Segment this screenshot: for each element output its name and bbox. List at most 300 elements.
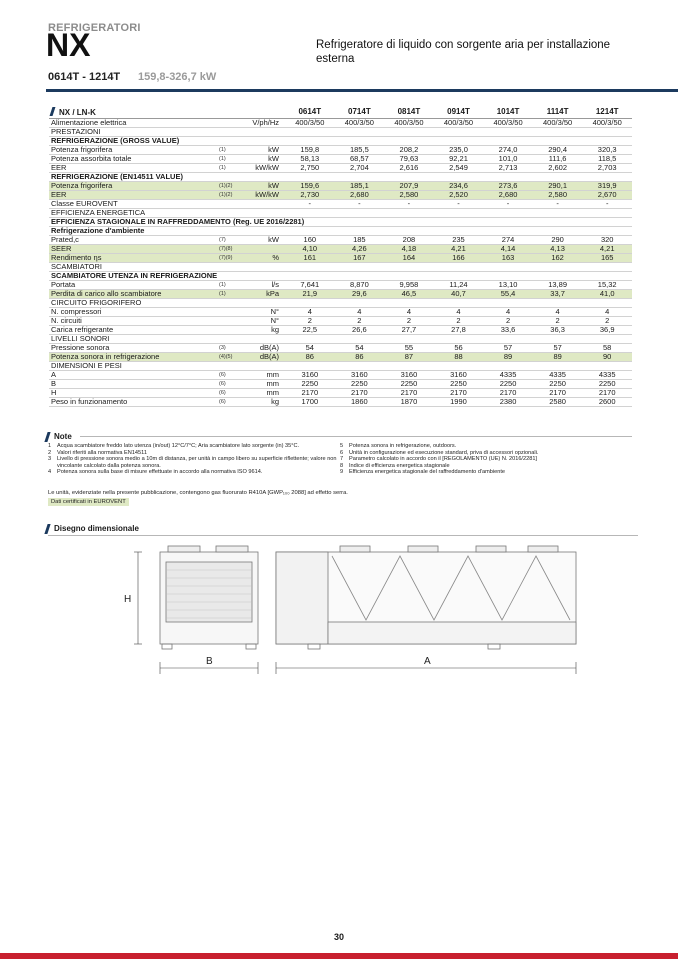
row-label: Perdita di carico allo scambiatore [49,289,219,298]
cell-value: 2170 [582,388,632,397]
cell-value: 4 [285,307,335,316]
row-note-ref: (6) [219,388,245,397]
table-row [49,370,632,379]
cell-value: 160 [285,235,335,244]
cell-value: 2170 [285,388,335,397]
note-number: 3 [48,456,52,463]
cell-value: - [582,199,632,208]
table-row [49,280,632,289]
row-unit [245,244,285,253]
model-column-header: 1214T [582,107,632,118]
row-note-ref: (7)(9) [219,253,245,262]
cell-value: 2580 [533,397,583,406]
table-title-marker [50,107,56,116]
notes-rule [80,436,632,437]
table-row [49,388,632,397]
cell-value: 235 [434,235,484,244]
row-unit: mm [245,379,285,388]
cell-value: 4,18 [384,244,434,253]
row-label: Portata [49,280,219,289]
notes-right-column [340,443,632,476]
label-h: H [124,594,132,605]
cell-value: - [285,199,335,208]
model-column-header: 0614T [285,107,335,118]
label-a: A [424,656,431,667]
cell-value: 2,750 [285,163,335,172]
cell-value: 2170 [335,388,385,397]
subsection-label: SCAMBIATORE UTENZA IN REFRIGERAZIONE [49,271,632,280]
cell-value: 3160 [285,370,335,379]
row-label: Carica refrigerante [49,325,219,334]
row-label: Classe EUROVENT [49,199,219,208]
row-unit: % [245,253,285,262]
note-number: 2 [48,449,52,456]
bottom-color-bar [0,953,678,959]
category-label: REFRIGERATORI [48,22,141,34]
note-text: Livello di pressione sonora medio a 10m di distanza, per unità in campo libero su superficie riflettente; valore non vincolante calcolato dalla potenza sonora. [57,456,337,469]
cell-value: 4335 [582,370,632,379]
row-unit: kW [245,145,285,154]
cell-value: 400/3/50 [483,118,533,127]
dimensional-drawing [108,540,588,680]
cell-value: 2,520 [434,190,484,199]
row-unit: kW/kW [245,190,285,199]
section-row [49,262,632,271]
cell-value: 274,0 [483,145,533,154]
drawing-title: Disegno dimensionale [54,524,139,533]
row-note-ref [219,199,245,208]
cell-value: 22,5 [285,325,335,334]
table-row [49,235,632,244]
row-label: Pressione sonora [49,343,219,352]
cell-value: 2,670 [582,190,632,199]
cell-value: 4,14 [483,244,533,253]
cell-value: 29,6 [335,289,385,298]
cell-value: 68,57 [335,154,385,163]
cell-value: 400/3/50 [285,118,335,127]
row-unit [245,199,285,208]
cell-value: 2 [483,316,533,325]
cell-value: 185,5 [335,145,385,154]
row-label: EER [49,163,219,172]
cell-value: 2380 [483,397,533,406]
cell-value: 3160 [434,370,484,379]
cell-value: 90 [582,352,632,361]
cell-value: 57 [533,343,583,352]
row-note-ref: (6) [219,397,245,406]
product-description: Refrigeratore di liquido con sorgente aria per installazione esterna [316,39,611,65]
cell-value: 208,2 [384,145,434,154]
cell-value: 2600 [582,397,632,406]
cell-value: 7,641 [285,280,335,289]
section-label: PRESTAZIONI [49,127,632,136]
drawing-heading [46,522,346,535]
table-row [49,316,632,325]
cell-value: 159,6 [285,181,335,190]
row-note-ref: (7)(8) [219,244,245,253]
cell-value: 2,616 [384,163,434,172]
note-number: 6 [340,449,344,456]
section-row [49,361,632,370]
model-column-header: 0914T [434,107,484,118]
model-column-header: 0814T [384,107,434,118]
cell-value: 2,704 [335,163,385,172]
heading-marker [44,432,50,442]
cell-value: 9,958 [384,280,434,289]
cell-value: 208 [384,235,434,244]
cell-value: 3160 [384,370,434,379]
note-number: 4 [48,469,52,476]
cell-value: 290,1 [533,181,583,190]
cell-value: 4,13 [533,244,583,253]
cell-value: 4,21 [434,244,484,253]
cell-value: 273,6 [483,181,533,190]
table-row [49,244,632,253]
table-header-row [49,107,632,118]
cell-value: 2,602 [533,163,583,172]
row-note-ref: (1) [219,280,245,289]
row-unit: dB(A) [245,352,285,361]
table-row [49,199,632,208]
row-unit: kg [245,325,285,334]
cell-value: 320 [582,235,632,244]
row-unit: N° [245,307,285,316]
row-unit: V/ph/Hz [245,118,285,127]
subsection-label: EFFICIENZA STAGIONALE IN RAFFREDDAMENTO (Reg. UE 2016/2281) [49,217,632,226]
row-note-ref: (3) [219,343,245,352]
row-note-ref: (7) [219,235,245,244]
table-row [49,379,632,388]
row-label: B [49,379,219,388]
row-unit: kW [245,154,285,163]
section-label: LIVELLI SONORI [49,334,632,343]
note-item [340,463,632,470]
row-note-ref: (4)(5) [219,352,245,361]
cell-value: 4 [384,307,434,316]
row-note-ref: (1)(2) [219,181,245,190]
note-text: Acqua scambiatore freddo lato utenza (in/out) 12°C/7°C; Aria scambiatore lato sorgente (in) 35°C. [57,443,300,449]
heading-marker [44,524,50,534]
note-number: 7 [340,456,344,463]
cell-value: 4335 [533,370,583,379]
row-unit: kW/kW [245,163,285,172]
cell-value: 89 [483,352,533,361]
cell-value: 4,21 [582,244,632,253]
table-row [49,145,632,154]
table-row [49,397,632,406]
cell-value: 2170 [483,388,533,397]
section-row [49,334,632,343]
note-number: 1 [48,443,52,449]
cell-value: 161 [285,253,335,262]
table-row [49,352,632,361]
section-label: DIMENSIONI E PESI [49,361,632,370]
row-unit: kW [245,181,285,190]
cell-value: 274 [483,235,533,244]
cell-value: 57 [483,343,533,352]
cell-value: 13,89 [533,280,583,289]
cell-value: 27,8 [434,325,484,334]
row-label: N. compressori [49,307,219,316]
row-label: Potenza frigorifera [49,145,219,154]
cell-value: 33,7 [533,289,583,298]
cell-value: 58 [582,343,632,352]
label-b: B [206,656,213,667]
note-item [48,450,338,457]
cell-value: 2170 [434,388,484,397]
cell-value: - [434,199,484,208]
cell-value: 4 [335,307,385,316]
cell-value: 185 [335,235,385,244]
table-row [49,181,632,190]
cell-value: 167 [335,253,385,262]
cell-value: 235,0 [434,145,484,154]
table-row [49,190,632,199]
note-item [340,456,632,463]
model-column-header: 0714T [335,107,385,118]
cell-value: 164 [384,253,434,262]
cell-value: - [335,199,385,208]
cell-value: 2250 [335,379,385,388]
table-row [49,325,632,334]
table-row [49,118,632,127]
row-label: Rendimento ηs [49,253,219,262]
cell-value: 400/3/50 [533,118,583,127]
cell-value: 2250 [285,379,335,388]
cell-value: 86 [285,352,335,361]
section-label: SCAMBIATORI [49,262,632,271]
cell-value: 86 [335,352,385,361]
cell-value: 89 [533,352,583,361]
cell-value: 2 [582,316,632,325]
cell-value: 8,870 [335,280,385,289]
cell-value: 2,680 [483,190,533,199]
cell-value: 79,63 [384,154,434,163]
cell-value: 166 [434,253,484,262]
cell-value: 118,5 [582,154,632,163]
notes-title: Note [54,432,72,441]
row-label: Alimentazione elettrica [49,118,219,127]
cell-value: 92,21 [434,154,484,163]
model-name: NX [46,27,91,63]
row-note-ref [219,316,245,325]
side-view [160,546,258,649]
cell-value: 2170 [384,388,434,397]
cell-value: 2 [533,316,583,325]
cell-value: - [483,199,533,208]
notes-left-column [48,443,338,476]
cell-value: 159,8 [285,145,335,154]
cell-value: 36,3 [533,325,583,334]
cell-value: 2,580 [384,190,434,199]
drawing-rule [48,535,638,536]
row-note-ref [219,325,245,334]
note-text: Unità in configurazione ed esecuzione standard, priva di accessori opzionali. [349,449,539,456]
cell-value: 33,6 [483,325,533,334]
cell-value: 4 [483,307,533,316]
row-note-ref: (6) [219,370,245,379]
cell-value: 2,703 [582,163,632,172]
row-note-ref: (1)(2) [219,190,245,199]
row-note-ref [219,118,245,127]
subsection-label: Refrigerazione d'ambiente [49,226,632,235]
row-note-ref: (1) [219,289,245,298]
subsection-label: REFRIGERAZIONE (GROSS VALUE) [49,136,632,145]
row-label: Potenza assorbita totale [49,154,219,163]
row-unit: dB(A) [245,343,285,352]
model-range: 0614T - 1214T [48,71,121,83]
cell-value: 54 [285,343,335,352]
row-label: Peso in funzionamento [49,397,219,406]
note-text: Valori riferiti alla normativa EN14511 [57,449,147,456]
note-text: Indice di efficienza energetica stagionale [349,462,450,469]
gas-disclaimer: Le unità, evidenziate nella presente pubblicazione, contengono gas fluorurato R410A [GWP₁₀₀ 2088] ad effetto serra. [48,490,348,496]
row-note-ref [219,307,245,316]
cell-value: 290 [533,235,583,244]
cell-value: 2250 [434,379,484,388]
cell-value: 163 [483,253,533,262]
cell-value: - [384,199,434,208]
cell-value: 207,9 [384,181,434,190]
cell-value: 320,3 [582,145,632,154]
cell-value: 4335 [483,370,533,379]
cell-value: 2 [434,316,484,325]
cell-value: 101,0 [483,154,533,163]
cell-value: 87 [384,352,434,361]
cell-value: 55,4 [483,289,533,298]
row-unit: mm [245,370,285,379]
cell-value: 11,24 [434,280,484,289]
cell-value: 3160 [335,370,385,379]
cell-value: 4,26 [335,244,385,253]
cell-value: 2250 [384,379,434,388]
cell-value: 41,0 [582,289,632,298]
cell-value: 290,4 [533,145,583,154]
cell-value: 15,32 [582,280,632,289]
cell-value: 1870 [384,397,434,406]
table-row [49,163,632,172]
cell-value: 2 [285,316,335,325]
cell-value: 58,13 [285,154,335,163]
table-row [49,154,632,163]
cell-value: 400/3/50 [582,118,632,127]
cell-value: 40,7 [434,289,484,298]
cell-value: 2250 [533,379,583,388]
cell-value: 165 [582,253,632,262]
row-label: EER [49,190,219,199]
section-row [49,208,632,217]
cell-value: 2250 [483,379,533,388]
note-item [340,450,632,457]
table-title: NX / LN-K [49,107,285,118]
cell-value: 4 [434,307,484,316]
cell-value: 21,9 [285,289,335,298]
subsection-label: REFRIGERAZIONE (EN14511 VALUE) [49,172,632,181]
subsection-row [49,226,632,235]
row-label: Prated,c [49,235,219,244]
cell-value: 2 [335,316,385,325]
eurovent-certified-badge: Dati certificati in EUROVENT [48,498,129,506]
table-row [49,253,632,262]
row-note-ref: (1) [219,145,245,154]
cell-value: 400/3/50 [384,118,434,127]
cell-value: 88 [434,352,484,361]
cell-value: 2,549 [434,163,484,172]
front-view [276,546,576,649]
model-column-header: 1014T [483,107,533,118]
row-label: Potenza sonora in refrigerazione [49,352,219,361]
cell-value: 54 [335,343,385,352]
cell-value: 55 [384,343,434,352]
section-row [49,298,632,307]
header-divider [46,89,678,92]
row-unit: l/s [245,280,285,289]
row-label: A [49,370,219,379]
row-note-ref: (6) [219,379,245,388]
cell-value: 400/3/50 [335,118,385,127]
note-number: 9 [340,469,344,476]
cell-value: 1860 [335,397,385,406]
cell-value: 111,6 [533,154,583,163]
note-item [48,469,338,476]
note-item [48,443,338,450]
cell-value: 27,7 [384,325,434,334]
note-text: Efficienza energetica stagionale del raffreddamento d'ambiente [349,469,506,476]
cell-value: 2 [384,316,434,325]
note-text: Potenza sonora sulla base di misure effettuate in accordo alla normativa ISO 9614. [57,469,263,476]
row-label: SEER [49,244,219,253]
cell-value: 26,6 [335,325,385,334]
row-note-ref: (1) [219,154,245,163]
section-label: EFFICIENZA ENERGETICA [49,208,632,217]
note-number: 5 [340,443,344,449]
model-column-header: 1114T [533,107,583,118]
cell-value: 4 [533,307,583,316]
row-label: H [49,388,219,397]
table-row [49,343,632,352]
cell-value: 4,10 [285,244,335,253]
subsection-row [49,136,632,145]
cell-value: 46,5 [384,289,434,298]
cell-value: 162 [533,253,583,262]
cell-value: - [533,199,583,208]
table-row [49,289,632,298]
row-note-ref: (1) [219,163,245,172]
row-unit: N° [245,316,285,325]
note-item [48,456,338,469]
cell-value: 319,9 [582,181,632,190]
subsection-row [49,217,632,226]
cell-value: 1700 [285,397,335,406]
note-item [340,469,632,476]
cell-value: 1990 [434,397,484,406]
cell-value: 2170 [533,388,583,397]
spec-table [49,107,632,407]
cell-value: 2,680 [335,190,385,199]
cell-value: 2,713 [483,163,533,172]
row-label: N. circuiti [49,316,219,325]
cell-value: 234,6 [434,181,484,190]
cell-value: 2,580 [533,190,583,199]
cell-value: 400/3/50 [434,118,484,127]
table-row [49,307,632,316]
cell-value: 36,9 [582,325,632,334]
power-range: 159,8-326,7 kW [138,71,217,83]
cell-value: 56 [434,343,484,352]
note-text: Potenza sonora in refrigerazione, outdoors. [349,443,457,449]
cell-value: 4 [582,307,632,316]
row-unit: kPa [245,289,285,298]
